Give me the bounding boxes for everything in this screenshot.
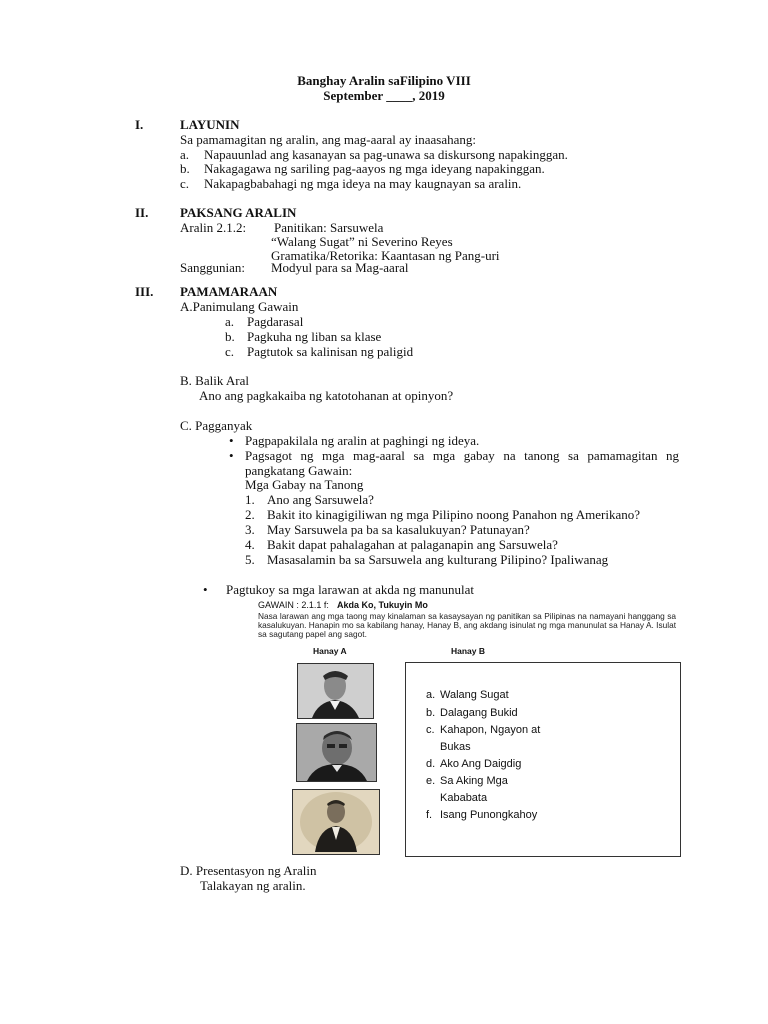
hanay-b-item: Kahapon, Ngayon at	[440, 724, 541, 736]
portrait-image	[298, 664, 373, 718]
question-item: Ano ang Sarsuwela?	[267, 492, 374, 507]
hanay-b-item: Ako Ang Daigdig	[440, 758, 522, 770]
question-marker: 4.	[245, 537, 255, 552]
akda-text: “Walang Sugat” ni Severino Reyes	[271, 234, 453, 249]
presentasyon-text: Talakayan ng aralin.	[200, 878, 306, 893]
pagganyak-bullet-1: Pagpapakilala ng aralin at paghingi ng ideya.	[245, 433, 480, 448]
gramatika-text: Gramatika/Retorika: Kaantasan ng Pang-uri	[271, 248, 500, 263]
gawain-marker: b.	[225, 329, 235, 344]
section-2-numeral: II.	[135, 205, 149, 220]
document-title: Banghay Aralin saFilipino VIII	[297, 73, 471, 88]
gawain-title: Akda Ko, Tukuyin Mo	[337, 600, 428, 610]
hanay-a-label: Hanay A	[313, 646, 347, 656]
hanay-b-item: Dalagang Bukid	[440, 707, 518, 719]
question-marker: 1.	[245, 492, 255, 507]
hanay-b-item: Isang Punongkahoy	[440, 809, 538, 821]
pagganyak-bullet-3: Pagtukoy sa mga larawan at akda ng manunulat	[226, 582, 475, 597]
author-portrait-3	[292, 789, 380, 855]
gawain-marker: c.	[225, 344, 235, 359]
question-item: Bakit ito kinagigiliwan ng mga Pilipino noong Panahon ng Amerikano?	[267, 507, 640, 522]
objective-marker: c.	[180, 176, 190, 191]
question-marker: 5.	[245, 552, 255, 567]
hanay-b-marker: d.	[426, 758, 436, 770]
gawain-item: Pagtutok sa kalinisan ng paligid	[247, 344, 414, 359]
section-1-numeral: I.	[135, 117, 144, 132]
bullet-icon: •	[203, 582, 208, 597]
pagganyak-heading: C. Pagganyak	[180, 418, 253, 433]
hanay-b-marker: f.	[426, 809, 433, 821]
question-item: Masasalamin ba sa Sarsuwela ang kulturang Pilipino? Ipaliwanag	[267, 552, 609, 567]
bullet-icon: •	[229, 448, 234, 463]
hanay-b-marker: a.	[426, 689, 436, 701]
gawain-instructions: Nasa larawan ang mga taong may kinalaman sa kasaysayan ng panitikan sa Pilipinas na namayani hanggang sa kasalukuyan. Hanapin mo sa kabilang hanay, Hanay B, ang akdang isinulat ng mga manunulat sa Hanay A. Isulat sa sagutang papel ang sagot.	[258, 611, 676, 639]
hanay-b-marker: b.	[426, 707, 436, 719]
author-portrait-1	[297, 663, 374, 719]
aralin-label: Aralin 2.1.2:	[180, 220, 247, 235]
hanay-b-label: Hanay B	[451, 646, 486, 656]
hanay-b-item-cont: Bukas	[440, 741, 471, 753]
hanay-b-item: Walang Sugat	[440, 689, 509, 701]
document-date: September ____, 2019	[323, 88, 445, 103]
question-item: Bakit dapat pahalagahan at palaganapin ang Sarsuwela?	[267, 537, 558, 552]
question-marker: 2.	[245, 507, 255, 522]
section-3-heading: PAMAMARAAN	[180, 284, 278, 299]
section-2-heading: PAKSANG ARALIN	[180, 205, 297, 220]
panitikan-text: Panitikan: Sarsuwela	[274, 220, 384, 235]
bullet-icon: •	[229, 433, 234, 448]
gawain-marker: a.	[225, 314, 235, 329]
portrait-image	[297, 724, 376, 781]
balik-aral-text: Ano ang pagkakaiba ng katotohanan at opinyon?	[199, 388, 454, 403]
hanay-b-marker: c.	[426, 724, 435, 736]
presentasyon-heading: D. Presentasyon ng Aralin	[180, 863, 317, 878]
question-marker: 3.	[245, 522, 255, 537]
question-item: May Sarsuwela pa ba sa kasalukuyan? Patunayan?	[267, 522, 530, 537]
gabay-heading: Mga Gabay na Tanong	[245, 477, 364, 492]
objective-item: Napauunlad ang kasanayan sa pag-unawa sa diskursong napakinggan.	[204, 147, 568, 162]
objective-item: Nakapagbabahagi ng mga ideya na may kaugnayan sa aralin.	[204, 176, 522, 191]
sanggunian-text: Modyul para sa Mag-aaral	[271, 260, 409, 275]
objective-marker: a.	[180, 147, 190, 162]
objective-marker: b.	[180, 161, 190, 176]
author-portrait-2	[296, 723, 377, 782]
pagganyak-bullet-2: Pagsagot ng mga mag-aaral sa mga gabay na tanong sa pamamagitan ng pangkatang Gawain:	[245, 448, 679, 478]
hanay-b-item: Sa Aking Mga	[440, 775, 508, 787]
gawain-item: Pagdarasal	[247, 314, 304, 329]
section-1-intro: Sa pamamagitan ng aralin, ang mag-aaral ay inaasahang:	[180, 132, 476, 147]
section-3-numeral: III.	[135, 284, 154, 299]
gawain-label: GAWAIN : 2.1.1 f:	[258, 600, 329, 610]
gawain-item: Pagkuha ng liban sa klase	[247, 329, 382, 344]
hanay-b-marker: e.	[426, 775, 436, 787]
hanay-b-item-cont: Kababata	[440, 792, 488, 804]
portrait-image	[293, 790, 379, 854]
panimulang-gawain-heading: A.Panimulang Gawain	[180, 299, 299, 314]
section-1-heading: LAYUNIN	[180, 117, 240, 132]
sanggunian-label: Sanggunian:	[180, 260, 245, 275]
balik-aral-heading: B. Balik Aral	[180, 373, 249, 388]
objective-item: Nakagagawa ng sariling pag-aayos ng mga ideyang napakinggan.	[204, 161, 545, 176]
